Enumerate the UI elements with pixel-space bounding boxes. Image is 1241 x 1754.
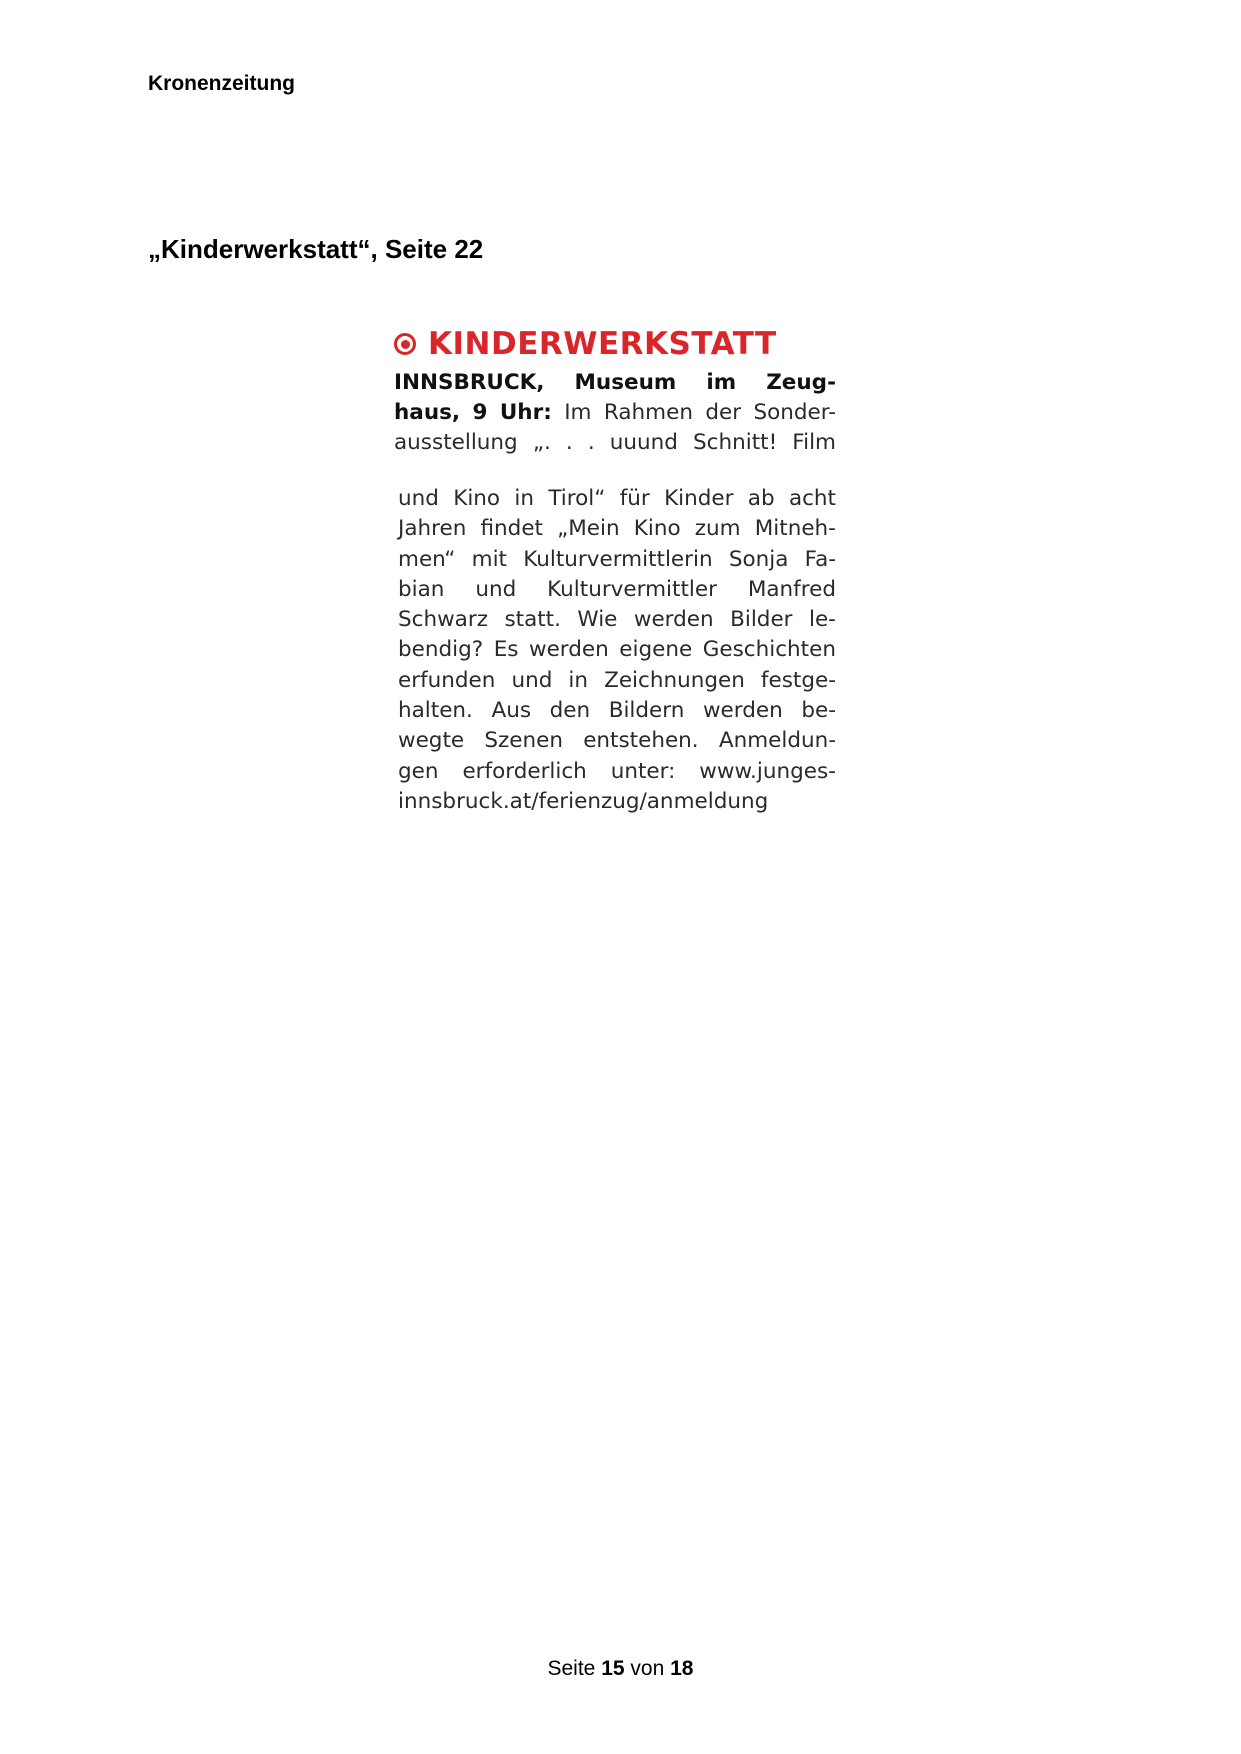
- clipping-word: Szenen: [484, 728, 563, 754]
- clipping-lead-line: [394, 428, 836, 458]
- clipping-body-line: [398, 757, 836, 787]
- clipping-word: Museum: [574, 370, 677, 395]
- clipping-word: gen: [398, 758, 439, 784]
- clipping-word: unter:: [610, 758, 676, 784]
- clipping-word: Im: [564, 400, 592, 425]
- clipping-word: le-: [808, 607, 836, 633]
- clipping-body-line: [398, 635, 836, 665]
- clipping-word: bendig?: [398, 637, 484, 663]
- clipping-word: men“: [398, 546, 456, 572]
- clipping-lead: [394, 368, 836, 458]
- clipping-word: innsbruck.at/ferienzug/anmeldung: [398, 788, 769, 814]
- clipping-word: Tirol“: [548, 486, 606, 511]
- clipping-word: 9: [472, 400, 488, 425]
- clipping-word: Schnitt!: [693, 430, 778, 455]
- clipping-body-line: [398, 484, 836, 514]
- footer-current-page: 15: [601, 1657, 625, 1680]
- clipping-body-line: [398, 514, 836, 544]
- clipping-word: .: [565, 430, 573, 455]
- clipping-body-line: [398, 545, 836, 575]
- clipping-word: Geschichten: [702, 637, 836, 663]
- clipping-word: Manfred: [747, 576, 836, 602]
- clipping-word: Fa-: [804, 546, 836, 572]
- clipping-word: Jahren: [398, 516, 467, 542]
- clipping-lead-line: [394, 368, 836, 398]
- clipping-word: INNSBRUCK,: [394, 370, 545, 395]
- clipping-heading: [394, 326, 777, 362]
- page-footer: [0, 1657, 1241, 1681]
- clipping-word: Kino: [633, 516, 681, 542]
- clipping-lead-line: [394, 398, 836, 428]
- clipping-word: Kinder: [664, 486, 734, 511]
- clipping-word: Sonja: [728, 546, 789, 572]
- clipping-word: werden: [528, 637, 609, 663]
- clipping-heading-text: KINDERWERKSTATT: [428, 326, 777, 362]
- clipping-word: acht: [788, 486, 836, 511]
- clipping-word: werden: [702, 698, 783, 724]
- clipping-word: „Mein: [557, 516, 620, 542]
- clipping-word: Es: [493, 637, 519, 663]
- source-name: Kronenzeitung: [148, 72, 295, 95]
- clipping-word: Kino: [453, 486, 501, 511]
- clipping-word: in: [514, 486, 534, 511]
- clipping-word: „.: [532, 430, 551, 455]
- clipping-body: [398, 484, 836, 817]
- clipping-body-line: [398, 726, 836, 756]
- clipping-word: Kulturvermittler: [547, 576, 717, 602]
- clipping-body-line: [398, 696, 836, 726]
- newspaper-clipping: [388, 318, 848, 826]
- footer-middle: von: [630, 1657, 665, 1680]
- clipping-word: Sonder-: [753, 400, 836, 425]
- clipping-word: haus,: [394, 400, 461, 425]
- clipping-word: Film: [792, 430, 836, 455]
- clipping-word: .: [587, 430, 595, 455]
- clipping-word: ab: [747, 486, 775, 511]
- clipping-word: Bilder: [730, 607, 793, 633]
- clipping-word: ausstellung: [394, 430, 518, 455]
- clipping-word: Rahmen: [603, 400, 693, 425]
- clipping-body-line: [398, 787, 836, 817]
- clipping-word: halten.: [398, 698, 473, 724]
- clipping-word: für: [619, 486, 650, 511]
- clipping-body-line: [398, 575, 836, 605]
- clipping-word: uuund: [609, 430, 678, 455]
- clipping-body-line: [398, 666, 836, 696]
- clipping-word: Bildern: [608, 698, 685, 724]
- clipping-word: mit: [471, 546, 507, 572]
- clipping-word: im: [706, 370, 737, 395]
- clipping-word: www.junges-: [699, 758, 836, 784]
- clipping-word: statt.: [504, 607, 561, 633]
- clipping-word: Zeichnungen: [604, 667, 745, 693]
- clipping-word: Zeug-: [766, 370, 836, 395]
- clipping-word: wegte: [398, 728, 465, 754]
- clipping-word: und: [511, 667, 553, 693]
- clipping-word: findet: [480, 516, 543, 542]
- clipping-word: in: [568, 667, 589, 693]
- article-title: „Kinderwerkstatt“, Seite 22: [148, 234, 484, 264]
- target-icon: [394, 333, 416, 355]
- clipping-word: und: [398, 486, 439, 511]
- clipping-word: Wie: [577, 607, 618, 633]
- clipping-word: Mitneh-: [754, 516, 836, 542]
- clipping-word: zum: [694, 516, 741, 542]
- clipping-word: Kulturvermittlerin: [523, 546, 713, 572]
- clipping-word: der: [705, 400, 742, 425]
- clipping-word: entstehen.: [583, 728, 699, 754]
- clipping-word: Aus: [491, 698, 532, 724]
- clipping-word: erfunden: [398, 667, 496, 693]
- clipping-word: eigene: [619, 637, 693, 663]
- footer-total-pages: 18: [670, 1657, 694, 1680]
- clipping-word: erforderlich: [462, 758, 587, 784]
- clipping-word: festge-: [760, 667, 836, 693]
- clipping-word: Anmeldun-: [718, 728, 836, 754]
- clipping-word: werden: [633, 607, 714, 633]
- clipping-word: Schwarz: [398, 607, 488, 633]
- clipping-word: Uhr:: [499, 400, 552, 425]
- clipping-word: den: [549, 698, 591, 724]
- clipping-word: bian: [398, 576, 445, 602]
- clipping-word: und: [475, 576, 517, 602]
- clipping-word: be-: [801, 698, 836, 724]
- footer-prefix: Seite: [547, 1657, 596, 1680]
- clipping-body-line: [398, 605, 836, 635]
